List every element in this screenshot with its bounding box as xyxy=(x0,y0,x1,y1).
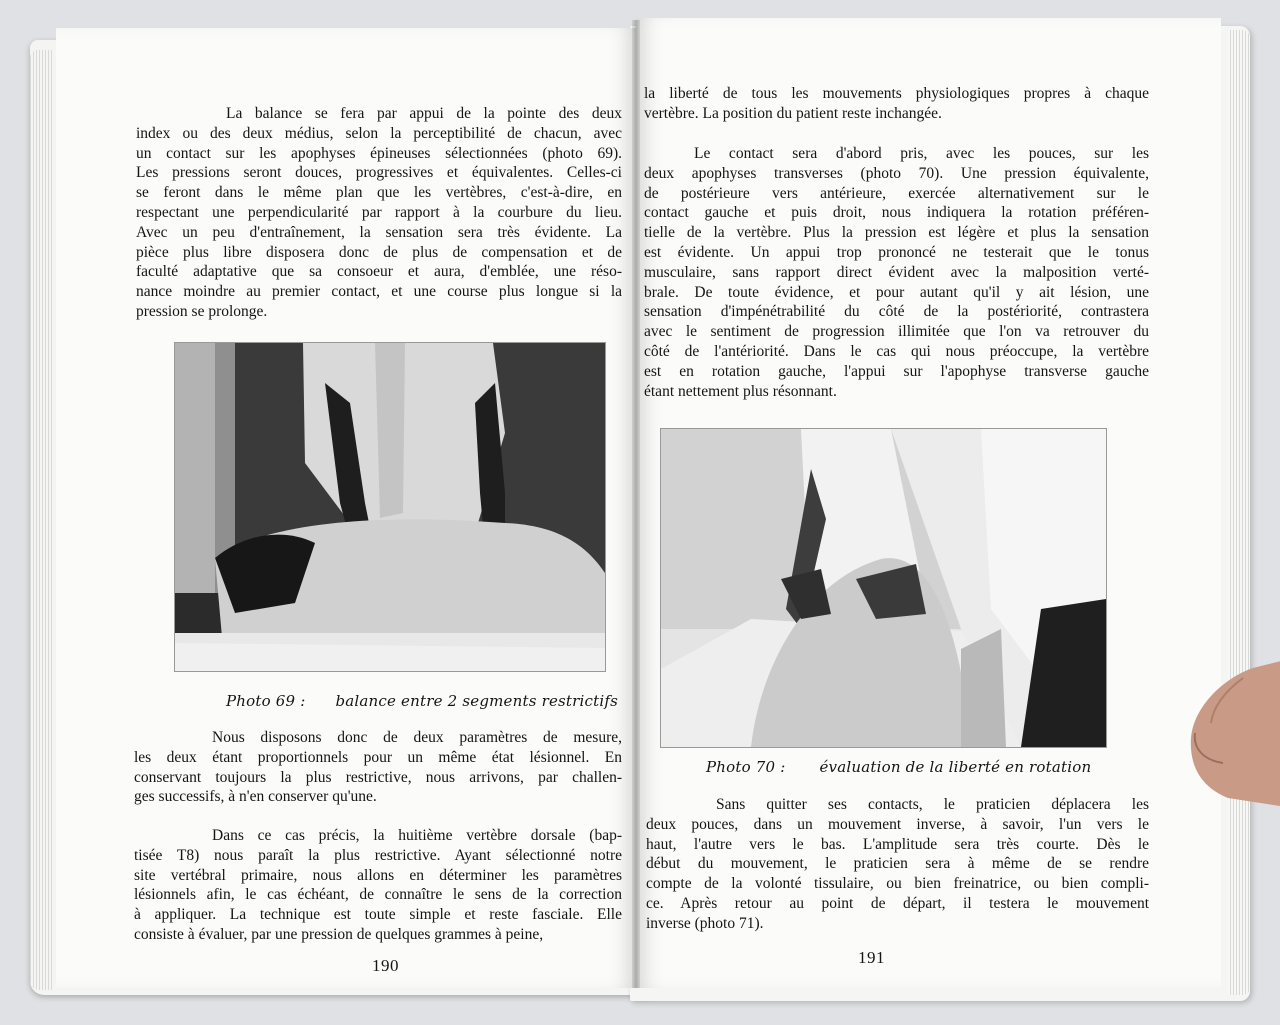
caption-text: balance entre 2 segments restrictifs xyxy=(335,692,619,710)
photo-70 xyxy=(660,428,1107,748)
photo-70-image xyxy=(661,429,1106,747)
text-line: conservant toujours la plus restrictive, nous arrivons, par challen- xyxy=(134,768,622,786)
text-line: tielle de la vertèbre. Plus la pression est légère et plus la sensation xyxy=(644,224,1149,242)
text-line: Nous disposons donc de deux paramètres de mesure, xyxy=(212,729,622,746)
photo-69 xyxy=(174,342,606,672)
photo-69-image xyxy=(175,343,605,671)
text-line: index ou des deux médius, selon la perceptibilité de chacun, avec xyxy=(136,124,622,142)
text-line: avec le sentiment de progression illimitée que l'on va retrouver du xyxy=(644,323,1149,341)
text-line: compte de la volonté tissulaire, ou bien freinatrice, ou bien compli- xyxy=(646,875,1149,893)
text-line: deux apophyses transverses (photo 70). Une pression équivalente, xyxy=(644,164,1149,182)
right-paragraph-2 xyxy=(644,144,1149,401)
text-line: se feront dans le même plan que les vertèbres, c'est-à-dire, en xyxy=(136,184,622,202)
text-line: Avec un peu d'entraînement, la sensation sera très évidente. La xyxy=(136,223,622,241)
book-gutter xyxy=(632,20,640,988)
photo-69-caption xyxy=(226,692,618,710)
page-number-right: 191 xyxy=(858,948,885,967)
text-line: respectant une perpendicularité par rapport à la courbure du lieu. xyxy=(136,203,622,221)
text-line: Sans quitter ses contacts, le praticien déplacera les xyxy=(716,796,1149,813)
text-line: musculaire, sans rapport direct évident avec la malposition verté- xyxy=(644,263,1149,281)
text-line: consiste à évaluer, par une pression de quelques grammes à peine, xyxy=(134,925,544,943)
text-line: Dans ce cas précis, la huitième vertèbre dorsale (bap- xyxy=(212,827,622,844)
caption-text: évaluation de la liberté en rotation xyxy=(819,758,1092,776)
text-line: sensation d'impénétrabilité du côté de la postériorité, contrastera xyxy=(644,303,1149,321)
text-line: de postérieure vers antérieure, exercée alternativement sur le xyxy=(644,184,1149,202)
text-line: faculté adaptative que sa consoeur et aura, d'emblée, une réso- xyxy=(136,263,622,281)
left-paragraph-3 xyxy=(134,826,622,945)
text-line: côté de l'antériorité. Dans le cas qui nous préoccupe, la vertèbre xyxy=(644,342,1149,360)
text-line: début du mouvement, le praticien sera à même de se rendre xyxy=(646,855,1149,873)
text-line: contact gauche et puis droit, nous indiquera la rotation préféren- xyxy=(644,204,1149,222)
hand-image xyxy=(1183,648,1280,808)
right-paragraph-1 xyxy=(644,84,1149,124)
left-paragraph-1 xyxy=(136,104,622,322)
text-line: pièce plus libre disposera donc de plus de compensation et de xyxy=(136,243,622,261)
text-line: La balance se fera par appui de la pointe des deux xyxy=(226,105,622,122)
text-line: site vertébral primaire, nous allons en déterminer les paramètres xyxy=(134,866,622,884)
text-line: haut, l'autre vers le bas. L'amplitude sera très courte. Dès le xyxy=(646,835,1149,853)
text-line: vertèbre. La position du patient reste inchangée. xyxy=(644,104,942,122)
text-line: ce. Après retour au point de départ, il testera le mouvement xyxy=(646,894,1149,912)
right-paragraph-3 xyxy=(646,795,1149,934)
right-page xyxy=(636,18,1221,988)
text-line: est évidente. Un appui trop prononcé ne testerait que le tonus xyxy=(644,243,1149,261)
text-line: ges successifs, à n'en conserver qu'une. xyxy=(134,788,377,806)
text-line: étant nettement plus résonnant. xyxy=(644,382,837,400)
text-line: brale. De toute évidence, et pour autant qu'il y ait lésion, une xyxy=(644,283,1149,301)
left-page-edges xyxy=(30,50,54,990)
text-line: pression se prolonge. xyxy=(136,302,268,320)
right-page-edges xyxy=(1228,30,1250,995)
text-line: deux pouces, dans un mouvement inverse, à savoir, l'un vers le xyxy=(646,815,1149,833)
caption-label: Photo 70 : xyxy=(706,758,786,776)
page-number-left: 190 xyxy=(372,956,399,975)
text-line: tisée T8) nous paraît la plus restrictive. Ayant sélectionné notre xyxy=(134,846,622,864)
caption-label: Photo 69 : xyxy=(226,692,306,710)
text-line: Les pressions seront douces, progressives et équivalentes. Celles-ci xyxy=(136,164,622,182)
text-line: nance moindre au premier contact, et une course plus longue si la xyxy=(136,283,622,301)
photo-70-caption xyxy=(706,758,1091,776)
text-line: à appliquer. La technique est toute simple et reste fasciale. Elle xyxy=(134,906,622,924)
text-line: la liberté de tous les mouvements physiologiques propres à chaque xyxy=(644,85,1149,102)
text-line: inverse (photo 71). xyxy=(646,914,764,932)
text-line: Le contact sera d'abord pris, avec les pouces, sur les xyxy=(694,145,1149,162)
text-line: les deux étant proportionnels pour un même état lésionnel. En xyxy=(134,748,622,766)
left-paragraph-2 xyxy=(134,728,622,807)
left-page xyxy=(56,28,636,988)
text-line: lésionnels afin, le cas échéant, de connaître le sens de la correction xyxy=(134,886,622,904)
text-line: un contact sur les apophyses épineuses sélectionnées (photo 69). xyxy=(136,144,622,162)
text-line: est en rotation gauche, l'appui sur l'apophyse transverse gauche xyxy=(644,362,1149,380)
